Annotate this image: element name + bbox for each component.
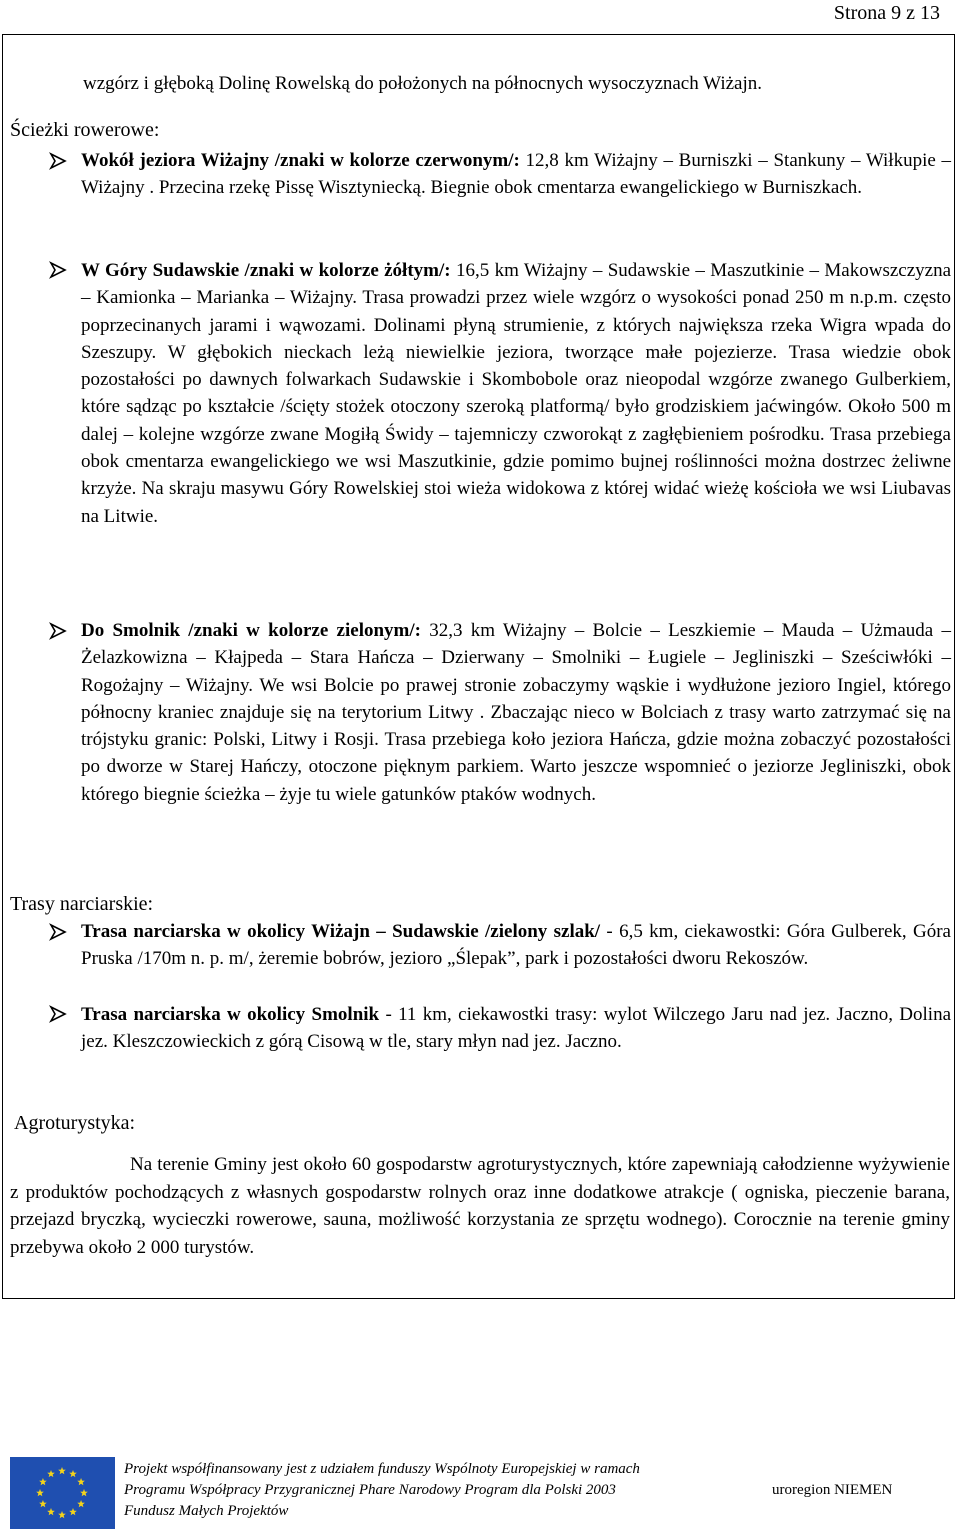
ski-trail-1 <box>81 918 951 973</box>
bike-trail-3-text: 32,3 km Wiżajny – Bolcie – Leszkiemie – Mauda – Użmauda – Żelazkowizna – Kłajpeda – Stara Hańcza – Dzierwany – Smolniki – Ługiele – Jegliniszki – Sześciwłóki – Rogożajny – Wiżajny. We wsi Bolcie po prawej stronie zobaczymy wąskie i wydłużone jezioro Ingiel, którego północny kraniec znajduje się na terytorium Litwy . Zbaczając nieco w Bolciach z trasy warto zatrzymać się na trójstyku granic: Polski, Litwy i Rosji. Trasa przebiega koło jeziora Hańcza, gdzie można zobaczyć pozostałości po dworze w Starej Hańczy, otoczone pięknym parkiem. Warto jeszcze wspomnieć o jeziorze Jegliniszki, obok którego biegnie ścieżka – żyje tu wiele gatunków ptaków wodnych. <box>81 620 951 805</box>
footer-line-1: Projekt współfinansowany jest z udziałem funduszy Wspólnoty Europejskiej w ramach <box>124 1461 640 1477</box>
arrow-bullet-icon <box>48 621 68 641</box>
euroregion-label: uroregion NIEMEN <box>772 1482 893 1498</box>
agrotourism-text: Na terenie Gminy jest około 60 gospodarstw agroturystycznych, które zapewniają całodzienne wyżywienie z produktów pochodzących z własnych gospodarstw rolnych oraz inne dodatkowe atrakcje ( ogniska, pieczenie barana, przejazd bryczką, wycieczki rowerowe, sauna, możliwość korzystania ze sprzętu wodnego). Corocznie na terenie gminy przebywa około 2 000 turystów. <box>10 1154 950 1258</box>
footer-text <box>124 1459 724 1522</box>
arrow-bullet-icon <box>48 1004 68 1024</box>
bike-trail-2 <box>81 257 951 530</box>
agrotourism-heading: Agroturystyka: <box>14 1112 136 1134</box>
footer-line-3: Fundusz Małych Projektów <box>124 1503 289 1519</box>
bike-trail-2-title: W Góry Sudawskie /znaki w kolorze żółtym/: <box>81 260 451 281</box>
ski-trail-1-text: - 6,5 km, ciekawostki: Góra Gulberek, Góra Pruska /170m n. p. m/, żeremie bobrów, jezioro „Ślepak”, park i pozostałości dworu Rekoszów. <box>81 921 951 970</box>
bike-trail-2-text: 16,5 km Wiżajny – Sudawskie – Maszutkinie – Makowszczyzna – Kamionka – Marianka – Wiżajny. Trasa prowadzi przez wiele wzgórz o wysokości ponad 250 m n.p.m. często poprzecinanych jarami i wąwozami. Dolinami płyną strumienie, z których największa rzeka Wigra wpada do Szeszupy. W głębokich nieckach leżą niewielkie jeziora, tworzące małe pojezierze. Trasa wiedzie obok pozostałości po dawnych folwarkach Sudawskie i Skombobole oraz nieopodal wzgórze zwanego Gulberkiem, które sądząc po kształcie /ścięty stożek otoczony szeroką platformą/ było grodziskiem jaćwingów. Około 500 m dalej – kolejne wzgórze zwane Mogiłą Świdy – tajemniczy czworokąt z zagłębieniem pośrodku. Trasa przebiega obok cmentarza ewangelickiego we wsi Maszutkinie, gdzie pomimo bujnej roślinności można dostrzec żeliwne krzyże. Na skraju masywu Góry Rowelskiej stoi wieża widokowa z której widać wieżę kościoła we wsi Liubavas na Litwie. <box>81 260 952 527</box>
footer-line-2: Programu Współpracy Przygranicznej Phare Narodowy Program dla Polski 2003 <box>124 1482 616 1498</box>
bike-trails-heading: Ścieżki rowerowe: <box>10 119 160 141</box>
arrow-bullet-icon <box>48 922 68 942</box>
arrow-bullet-icon <box>48 151 68 171</box>
bike-trail-3-title: Do Smolnik /znaki w kolorze zielonym/: <box>81 620 421 641</box>
bike-trail-1-title: Wokół jeziora Wiżajny /znaki w kolorze czerwonym/: <box>81 150 520 171</box>
intro-line: wzgórz i głęboką Dolinę Rowelską do położonych na północnych wysoczyznach Wiżajn. <box>83 73 762 94</box>
ski-trails-heading: Trasy narciarskie: <box>10 893 154 915</box>
ski-trail-2-title: Trasa narciarska w okolicy Smolnik <box>81 1004 380 1025</box>
ski-trail-2 <box>81 1001 951 1056</box>
footer <box>0 1455 960 1530</box>
eu-flag-icon <box>10 1457 115 1529</box>
bike-trail-1 <box>81 147 951 202</box>
agrotourism-paragraph <box>10 1151 950 1261</box>
arrow-bullet-icon <box>48 260 68 280</box>
page-number: Strona 9 z 13 <box>833 2 940 24</box>
bike-trail-1-text: 12,8 km Wiżajny – Burniszki – Stankuny – Wiłkupie – Wiżajny . Przecina rzekę Pissę Wisztyniecką. Biegnie obok cmentarza ewangelickiego w Burniszkach. <box>81 150 951 199</box>
bike-trail-3 <box>81 617 951 808</box>
ski-trail-1-title: Trasa narciarska w okolicy Wiżajn – Sudawskie /zielony szlak/ <box>81 921 601 942</box>
ski-trail-2-text: - 11 km, ciekawostki trasy: wylot Wilczego Jaru nad jez. Jaczno, Dolina jez. Kleszczowieckich z górą Cisową w tle, stary młyn nad jez. Jaczno. <box>81 1004 951 1053</box>
